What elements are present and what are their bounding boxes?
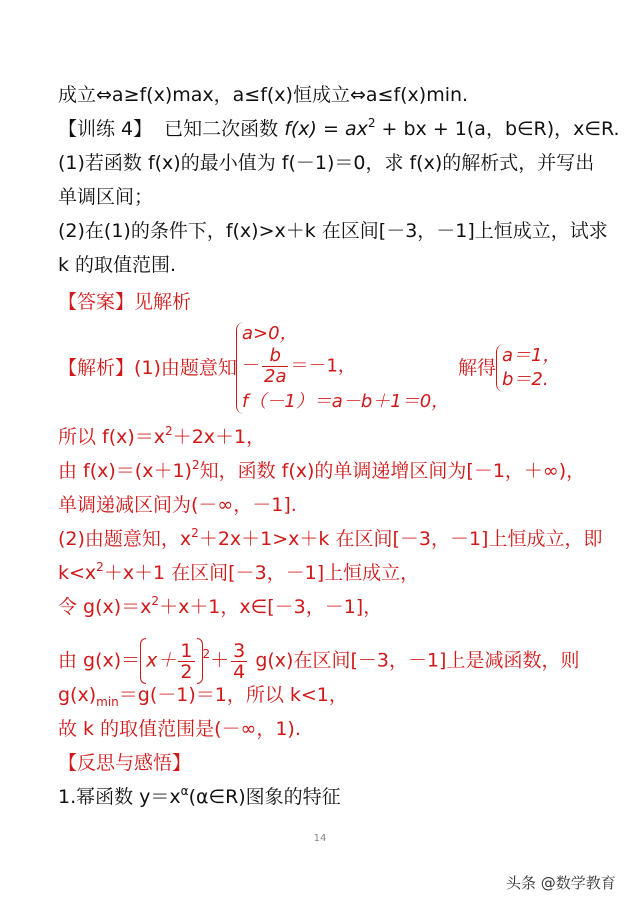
solution-2-b: 知，函数 f(x)的单调递增区间为[－1，＋∞)， [199, 460, 586, 482]
solution-8-b: ＝g(－1)＝1，所以 k<1， [118, 684, 348, 706]
solution-line-4 [58, 526, 602, 552]
solution-line-6 [58, 594, 382, 620]
solution-line-8 [58, 682, 348, 708]
minus-sign: － [242, 355, 260, 377]
question-1-line-2: 单调区间； [58, 186, 154, 208]
solution-line-9: 故 k 的取值范围是(－∞，1). [58, 718, 301, 740]
solution-7-a: 由 g(x)＝ [58, 649, 141, 672]
reflection-heading: 【反思与感悟】 [58, 752, 192, 774]
system-2-row-1: a＝1， [502, 345, 561, 366]
fraction-denominator: 2a [264, 366, 287, 387]
solution-line-2 [58, 458, 585, 484]
point-1-line [58, 784, 341, 810]
equation-system-1 [236, 322, 456, 414]
fraction-1-num: 1 [180, 639, 193, 662]
fraction-1-2 [178, 641, 194, 682]
solution-1-sup: 2 [165, 423, 173, 438]
solution-6-b: ＋x＋1，x∈[－3，－1]， [159, 596, 383, 618]
fraction-2-den: 4 [233, 660, 246, 683]
point-1-b: (α∈R)图象的特征 [188, 786, 341, 808]
solution-6-a: 令 g(x)＝x [58, 596, 152, 618]
solution-line-7 [58, 638, 579, 684]
solution-7-b: g(x)在区间[－3，－1]上是减函数，则 [255, 649, 580, 672]
solution-7-sup: 2 [202, 647, 211, 662]
fraction-1-den: 2 [180, 660, 193, 683]
watermark: 头条 @数学教育 [506, 874, 616, 892]
solution-4-sup: 2 [191, 525, 199, 540]
system-1-row-2-rest: ＝－1， [290, 355, 356, 377]
expr-rest: + bx + 1(a，b∈R)，x∈R. [375, 118, 620, 140]
solution-5-a: k<x [58, 562, 97, 584]
question-2-line-2: k 的取值范围. [58, 254, 177, 276]
solution-8-sub: min [96, 694, 119, 709]
solution-4-a: (2)由题意知，x [58, 528, 192, 550]
point-1-a: 1.幂函数 y＝x [58, 786, 181, 808]
point-1-sup: α [180, 783, 189, 798]
solution-line-1 [58, 424, 265, 450]
solution-line-5 [58, 560, 419, 586]
expr-sup: 2 [367, 115, 376, 130]
answer-line: 【答案】见解析 [58, 291, 192, 313]
fraction-2-num: 3 [233, 639, 246, 662]
right-paren [197, 638, 203, 684]
solution-8-a: g(x) [58, 684, 97, 706]
exercise-tag: 【训练 4】 [58, 118, 153, 140]
solution-1-a: 所以 f(x)＝x [58, 426, 166, 448]
solution-5-sup: 2 [96, 559, 104, 574]
solution-2-sup: 2 [191, 457, 200, 472]
solution-2-a: 由 f(x)＝(x＋1) [58, 460, 192, 482]
system-2-row-2: b＝2. [502, 369, 549, 390]
system-1-row-3: f（－1）＝a－b＋1＝0， [242, 391, 450, 412]
analysis-prefix: 【解析】(1)由题意知 [58, 357, 237, 379]
fraction-3-4 [231, 641, 247, 682]
page-number: 14 [313, 833, 327, 844]
system-1-row-2 [242, 346, 356, 387]
fraction-numerator: b [262, 346, 288, 367]
solution-4-b: ＋2x＋1>x＋k 在区间[－3，－1]上恒成立，即 [198, 528, 603, 550]
solution-5-b: ＋x＋1 在区间[－3，－1]上恒成立， [103, 562, 420, 584]
exercise-prefix: 已知二次函数 [164, 118, 279, 140]
text-line-1: 成立⇔a≥f(x)max，a≤f(x)恒成立⇔a≤f(x)min. [58, 84, 469, 106]
system-1-row-1: a>0， [242, 323, 298, 344]
expr-fx: f(x) [284, 118, 317, 140]
solution-7-inner: x＋ [146, 649, 177, 672]
question-1-line-1: (1)若函数 f(x)的最小值为 f(－1)＝0，求 f(x)的解析式，并写出 [58, 152, 595, 174]
solved-label: 解得 [458, 357, 497, 379]
solution-1-b: ＋2x＋1， [172, 426, 266, 448]
solution-line-3: 单调递减区间为(－∞，－1]. [58, 494, 297, 516]
solution-6-sup: 2 [151, 593, 160, 608]
exercise-statement [58, 116, 620, 142]
question-2-line-1: (2)在(1)的条件下，f(x)>x＋k 在区间[－3，－1]上恒成立，试求 [58, 220, 608, 242]
expr-ax: = ax [316, 118, 368, 140]
solution-7-plus: ＋ [210, 649, 230, 672]
equation-system-2 [496, 344, 566, 392]
fraction-b-2a [262, 346, 288, 387]
